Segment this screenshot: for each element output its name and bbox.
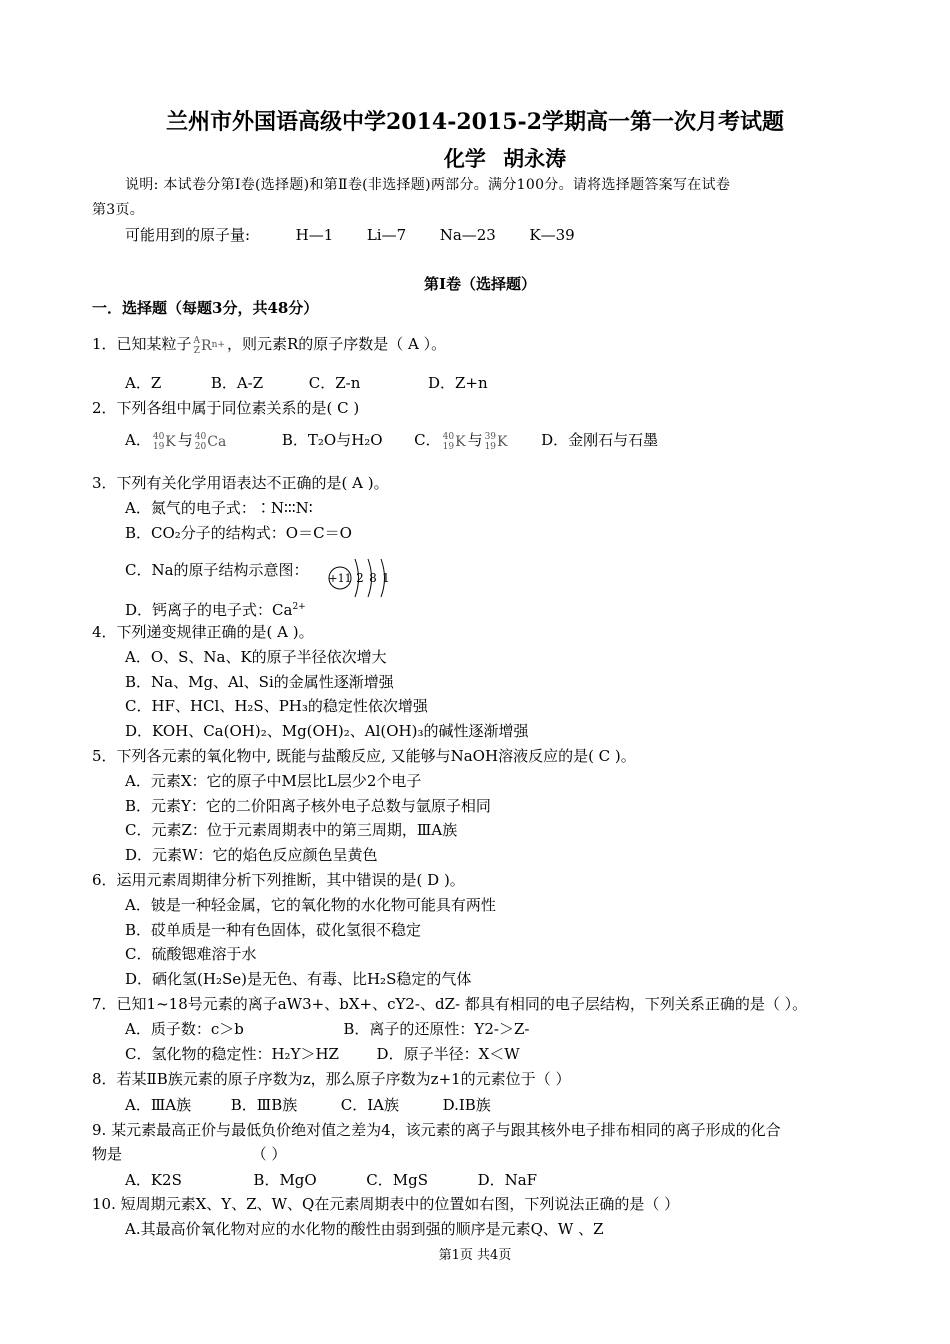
option: A．元素X：它的原子中M层比L层少2个电子: [125, 772, 422, 790]
question-3-option-a: A．氮气的电子式：∶N∶∶∶N∶: [125, 499, 313, 517]
option: A．ⅢA族: [125, 1096, 192, 1114]
atomic-mass-na: Na—23: [439, 226, 496, 244]
question-7-options-row1: [125, 1019, 529, 1039]
section-heading: 一．选择题（每题3分，共48分）: [92, 299, 319, 317]
question-8-stem: 8．若某ⅡB族元素的原子序数为z，那么原子序数为z+1的元素位于（ ）: [92, 1070, 571, 1088]
isotope-notation-ca40: 40 20Ca: [194, 431, 227, 452]
isotope-notation-r: A $ZR^{n+}$: [193, 335, 225, 356]
option: D．元素W：它的焰色反应颜色呈黄色: [125, 846, 378, 864]
option: C．元素Z：位于元素周期表中的第三周期，ⅢA族: [125, 821, 458, 839]
option: D．原子半径：X＜W: [376, 1045, 520, 1063]
exam-subtitle: 化学 胡永涛: [443, 146, 567, 171]
option: D.IB族: [442, 1096, 491, 1114]
atomic-mass-row: [125, 225, 575, 245]
option: C．ⅠA族: [340, 1096, 400, 1114]
option: B．砹单质是一种有色固体，砹化氢很不稳定: [125, 921, 422, 939]
option: B．T₂O与H₂O: [281, 431, 383, 449]
isotope-notation-k40: 40 19K: [152, 431, 176, 452]
option: C．硫酸锶难溶于水: [125, 945, 257, 963]
question-9-options: [125, 1170, 537, 1190]
option: D．KOH、Ca(OH)₂、Mg(OH)₂、Al(OH)₃的碱性逐渐增强: [125, 722, 529, 740]
exam-note-line1: 说明: 本试卷分第Ⅰ卷(选择题)和第Ⅱ卷(非选择题)两部分。满分100分。请将选择题答案写在试卷: [125, 177, 731, 193]
question-7-stem: 7．已知1~18号元素的离子aW3+、bX+、cY2-、dZ- 都具有相同的电子层结构，下列关系正确的是（ ）。: [92, 995, 808, 1013]
option: B．A-Z: [210, 374, 264, 392]
question-10-stem: 10. 短周期元素X、Y、Z、W、Q在元素周期表中的位置如右图，下列说法正确的是（ ）: [92, 1195, 680, 1213]
exam-title: 兰州市外国语高级中学2014-2015-2学期高一第一次月考试题: [165, 109, 785, 135]
atomic-mass-k: K—39: [529, 226, 575, 244]
option: D．NaF: [477, 1171, 538, 1189]
atomic-mass-h: H—1: [295, 226, 334, 244]
option: D．硒化氢(H₂Se)是无色、有毒、比H₂S稳定的气体: [125, 970, 472, 988]
option: A．O、S、Na、K的原子半径依次增大: [125, 648, 387, 666]
question-6-stem: 6．运用元素周期律分析下列推断，其中错误的是( D )。: [92, 871, 465, 889]
page-number-footer: 第1页 共4页: [438, 1248, 512, 1263]
option: C．Z-n: [308, 374, 361, 392]
question-2-stem: 2．下列各组中属于同位素关系的是( C ): [92, 399, 360, 417]
option: B．元素Y：它的二价阳离子核外电子总数与氩原子相同: [125, 797, 491, 815]
shell-electron-count: 2: [356, 571, 364, 585]
shell-electron-count: 1: [382, 571, 390, 585]
option: B．ⅢB族: [230, 1096, 298, 1114]
question-9-stem-line1: 9. 某元素最高正价与最低负价绝对值之差为4，该元素的离子与跟其核外电子排布相同的离子形成的化合: [92, 1121, 781, 1139]
option: B．Na、Mg、Al、Si的金属性逐渐增强: [125, 673, 394, 691]
option: C．MgS: [366, 1171, 428, 1189]
question-9-stem-line2: 物是 （ ）: [92, 1145, 287, 1163]
question-8-options: [125, 1095, 491, 1115]
option: B．MgO: [253, 1171, 317, 1189]
isotope-notation-k39: 39 19K: [484, 431, 508, 452]
question-1-stem: 1．已知某粒子 A $ZR^{n+}$ ，则元素R的原子序数是（ A ）。: [92, 335, 447, 356]
question-3-option-b: B．CO₂分子的结构式：O＝C＝O: [125, 524, 352, 542]
question-5-stem: 5．下列各元素的氧化物中, 既能与盐酸反应, 又能够与NaOH溶液反应的是( C )。: [92, 747, 636, 765]
option: A．铍是一种轻金属，它的氧化物的水化物可能具有两性: [125, 896, 496, 914]
option: A．Z: [125, 374, 162, 392]
option: B．离子的还原性：Y2-＞Z-: [343, 1020, 530, 1038]
question-3-stem: 3．下列有关化学用语表达不正确的是( A )。: [92, 474, 389, 492]
option: A．质子数：c＞b: [125, 1020, 244, 1038]
atomic-mass-label: 可能用到的原子量:: [125, 226, 251, 244]
option: D．金刚石与石墨: [541, 431, 659, 449]
option: A．K2S: [125, 1171, 182, 1189]
question-2-options: A． 40 19K 与 40 20Ca B．T₂O与H₂O C． 40 19K 与 39 19K D．金刚石与石墨: [125, 431, 659, 452]
question-7-options-row2: [125, 1044, 520, 1064]
isotope-notation-k40-c: 40 19K: [442, 431, 466, 452]
option: D．Z+n: [427, 374, 488, 392]
question-1-options: [125, 373, 488, 393]
exam-note-line2: 第3页。: [92, 202, 145, 218]
shell-electron-count: 8: [369, 571, 377, 585]
question-3-option-d: D．钙离子的电子式：$Ca^{2+}$: [125, 601, 306, 619]
question-3-option-c: C．Na的原子结构示意图：: [125, 561, 309, 579]
atomic-mass-li: Li—7: [366, 226, 407, 244]
sodium-atom-structure-diagram: [325, 553, 395, 603]
question-4-stem: 4．下列递变规律正确的是( A )。: [92, 623, 314, 641]
option: C．氢化物的稳定性：H₂Y＞HZ: [125, 1045, 339, 1063]
option: C．HF、HCl、H₂S、PH₃的稳定性依次增强: [125, 697, 428, 715]
part1-title: 第Ⅰ卷（选择题）: [423, 275, 537, 293]
question-10-option-a: A.其最高价氧化物对应的水化物的酸性由弱到强的顺序是元素Q、W 、Z: [125, 1220, 604, 1238]
nucleus-charge: +11: [328, 572, 352, 585]
